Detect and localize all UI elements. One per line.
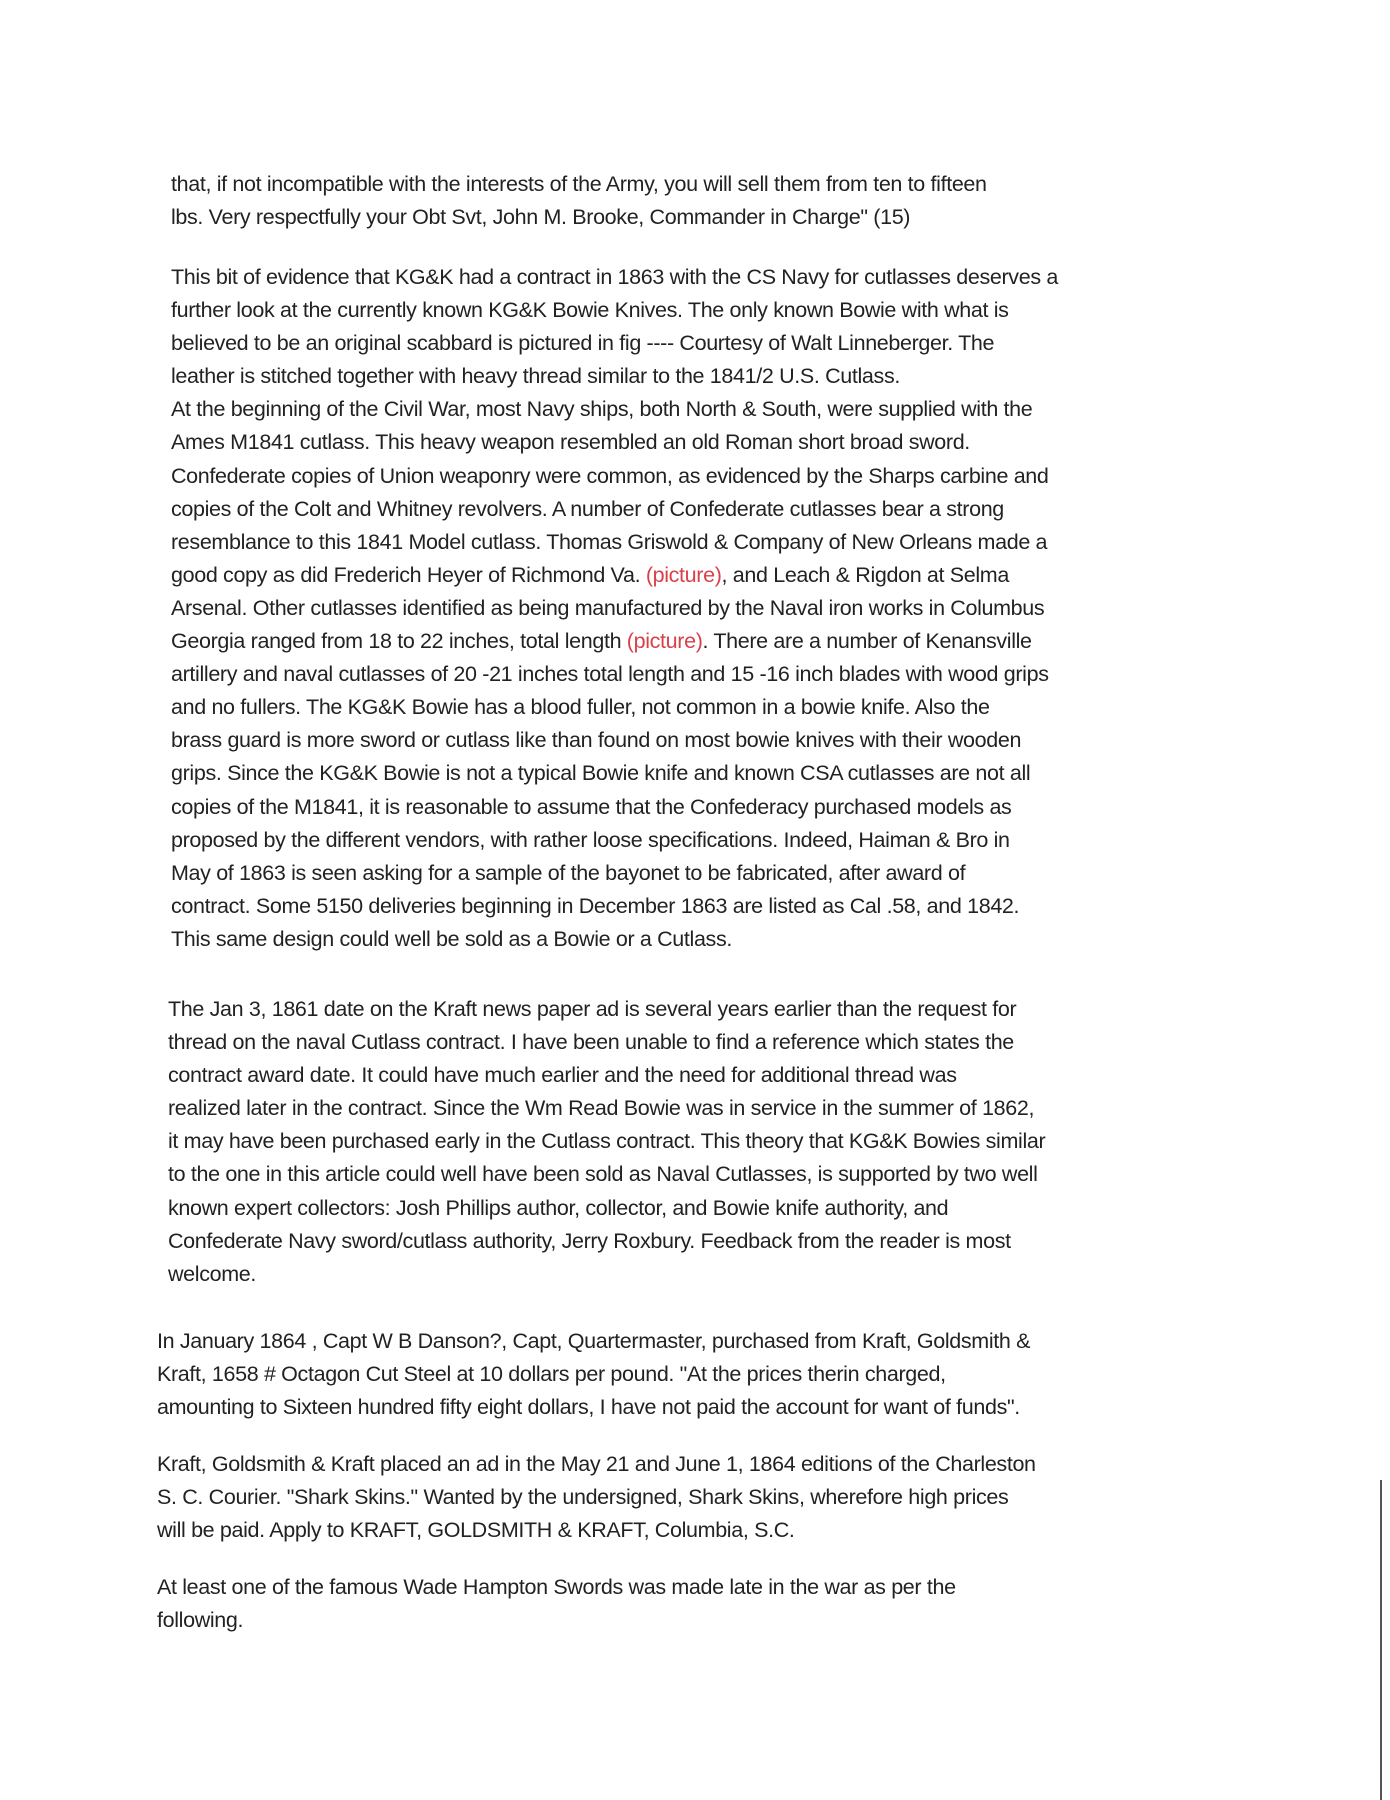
text-line <box>171 559 1058 592</box>
text-line <box>171 493 1058 526</box>
text-line <box>171 201 987 234</box>
text-segment: good copy as did Frederich Heyer of Richmond Va. <box>171 562 646 587</box>
text-line <box>168 1026 1045 1059</box>
text-segment: amounting to Sixteen hundred fifty eight dollars, I have not paid the account for want of funds". <box>157 1395 1020 1420</box>
text-line <box>157 1514 1036 1547</box>
text-segment: realized later in the contract. Since the Wm Read Bowie was in service in the summer of 1862, <box>168 1096 1035 1121</box>
paragraph-octagon-steel <box>157 1325 1030 1424</box>
text-line <box>168 1125 1045 1158</box>
paragraph-shark-skins <box>157 1448 1036 1547</box>
picture-link[interactable]: (picture) <box>626 629 703 654</box>
text-line <box>157 1358 1030 1391</box>
text-line <box>171 327 1058 360</box>
text-segment: At the beginning of the Civil War, most Navy ships, both North & South, were supplied with the <box>171 397 1033 422</box>
text-line <box>171 168 987 201</box>
text-segment: copies of the Colt and Whitney revolvers. A number of Confederate cutlasses bear a strong <box>171 496 1004 521</box>
text-line <box>157 1391 1030 1424</box>
text-line <box>171 426 1058 459</box>
text-line <box>171 360 1058 393</box>
text-segment: further look at the currently known KG&K Bowie Knives. The only known Bowie with what is <box>171 298 1009 323</box>
text-segment: Arsenal. Other cutlasses identified as being manufactured by the Naval iron works in Columbus <box>171 595 1045 620</box>
text-segment: contract award date. It could have much earlier and the need for additional thread was <box>168 1063 957 1088</box>
text-segment: Ames M1841 cutlass. This heavy weapon resembled an old Roman short broad sword. <box>171 430 970 455</box>
text-segment: resemblance to this 1841 Model cutlass. Thomas Griswold & Company of New Orleans made a <box>171 529 1048 554</box>
text-line <box>171 658 1058 691</box>
text-line <box>171 460 1058 493</box>
text-segment: Kraft, Goldsmith & Kraft placed an ad in the May 21 and June 1, 1864 editions of the Charleston <box>157 1452 1036 1476</box>
text-segment: copies of the M1841, it is reasonable to assume that the Confederacy purchased models as <box>171 794 1012 819</box>
text-line <box>171 757 1058 790</box>
text-line <box>171 592 1058 625</box>
text-line <box>171 857 1058 890</box>
text-segment: This bit of evidence that KG&K had a contract in 1863 with the CS Navy for cutlasses deserves a <box>171 265 1058 289</box>
text-segment: leather is stitched together with heavy thread similar to the 1841/2 U.S. Cutlass. <box>171 364 900 389</box>
text-line <box>168 1092 1045 1125</box>
text-segment: Confederate Navy sword/cutlass authority, Jerry Roxbury. Feedback from the reader is most <box>168 1228 1011 1253</box>
text-line <box>171 824 1058 857</box>
text-line <box>168 1158 1045 1191</box>
text-segment: believed to be an original scabbard is pictured in fig ---- Courtesy of Walt Linneberger. The <box>171 331 995 356</box>
text-segment: lbs. Very respectfully your Obt Svt, John M. Brooke, Commander in Charge" (15) <box>171 205 911 230</box>
text-segment: it may have been purchased early in the Cutlass contract. This theory that KG&K Bowies similar <box>168 1129 1046 1154</box>
text-segment: , and Leach & Rigdon at Selma <box>721 562 1009 587</box>
text-segment: Georgia ranged from 18 to 22 inches, total length <box>171 629 627 654</box>
text-segment: contract. Some 5150 deliveries beginning in December 1863 are listed as Cal .58, and 1842. <box>171 893 1020 918</box>
text-line <box>157 1571 956 1604</box>
text-line <box>171 890 1058 923</box>
text-line <box>171 791 1058 824</box>
text-segment: Confederate copies of Union weaponry were common, as evidenced by the Sharps carbine and <box>171 463 1049 488</box>
text-line <box>171 724 1058 757</box>
text-line <box>171 625 1058 658</box>
text-segment: proposed by the different vendors, with rather loose specifications. Indeed, Haiman & Bro in <box>171 827 1010 852</box>
text-segment: welcome. <box>168 1261 257 1286</box>
text-segment: Kraft, 1658 # Octagon Cut Steel at 10 dollars per pound. "At the prices therin charged, <box>157 1362 946 1387</box>
text-line <box>171 923 1058 956</box>
text-line <box>171 526 1058 559</box>
paragraph-wade-hampton <box>157 1571 956 1637</box>
text-segment: artillery and naval cutlasses of 20 -21 inches total length and 15 -16 inch blades with wood grips <box>171 662 1049 687</box>
text-line <box>157 1325 1030 1358</box>
text-segment: thread on the naval Cutlass contract. I have been unable to find a reference which states the <box>168 1030 1014 1055</box>
text-line <box>171 294 1058 327</box>
text-line <box>171 691 1058 724</box>
paragraph-kraft-ad-date <box>168 993 1045 1291</box>
text-line <box>171 261 1058 294</box>
scan-edge-line <box>1380 1480 1382 1800</box>
text-line <box>168 993 1045 1026</box>
text-segment: This same design could well be sold as a Bowie or a Cutlass. <box>171 926 732 951</box>
text-segment: brass guard is more sword or cutlass like than found on most bowie knives with their wooden <box>171 728 1022 753</box>
text-segment: following. <box>157 1608 244 1633</box>
text-line <box>157 1604 956 1637</box>
text-segment: and no fullers. The KG&K Bowie has a blood fuller, not common in a bowie knife. Also the <box>171 695 990 720</box>
text-line <box>168 1225 1045 1258</box>
text-line <box>168 1258 1045 1291</box>
text-segment: At least one of the famous Wade Hampton Swords was made late in the war as per the <box>157 1575 956 1599</box>
paragraph-kgk-contract <box>171 261 1058 956</box>
text-segment: In January 1864 , Capt W B Danson?, Capt, Quartermaster, purchased from Kraft, Goldsmith & <box>157 1329 1031 1353</box>
text-line <box>157 1481 1036 1514</box>
text-segment: grips. Since the KG&K Bowie is not a typical Bowie knife and known CSA cutlasses are not all <box>171 761 1031 786</box>
text-line <box>157 1448 1036 1481</box>
text-line <box>171 393 1058 426</box>
text-segment: May of 1863 is seen asking for a sample of the bayonet to be fabricated, after award of <box>171 860 966 885</box>
text-segment: . There are a number of Kenansville <box>702 629 1032 654</box>
text-segment: known expert collectors: Josh Phillips author, collector, and Bowie knife authority, and <box>168 1195 949 1220</box>
paragraph-brooke-quote-end <box>171 168 987 234</box>
text-segment: The Jan 3, 1861 date on the Kraft news paper ad is several years earlier than the request for <box>168 997 1017 1021</box>
picture-link[interactable]: (picture) <box>645 562 722 587</box>
text-line <box>168 1059 1045 1092</box>
text-segment: that, if not incompatible with the interests of the Army, you will sell them from ten to fifteen <box>171 172 987 196</box>
text-segment: to the one in this article could well have been sold as Naval Cutlasses, is supported by two well <box>168 1162 1038 1187</box>
text-line <box>168 1192 1045 1225</box>
text-segment: S. C. Courier. "Shark Skins." Wanted by the undersigned, Shark Skins, wherefore high prices <box>157 1485 1009 1510</box>
text-segment: will be paid. Apply to KRAFT, GOLDSMITH & KRAFT, Columbia, S.C. <box>157 1518 795 1543</box>
